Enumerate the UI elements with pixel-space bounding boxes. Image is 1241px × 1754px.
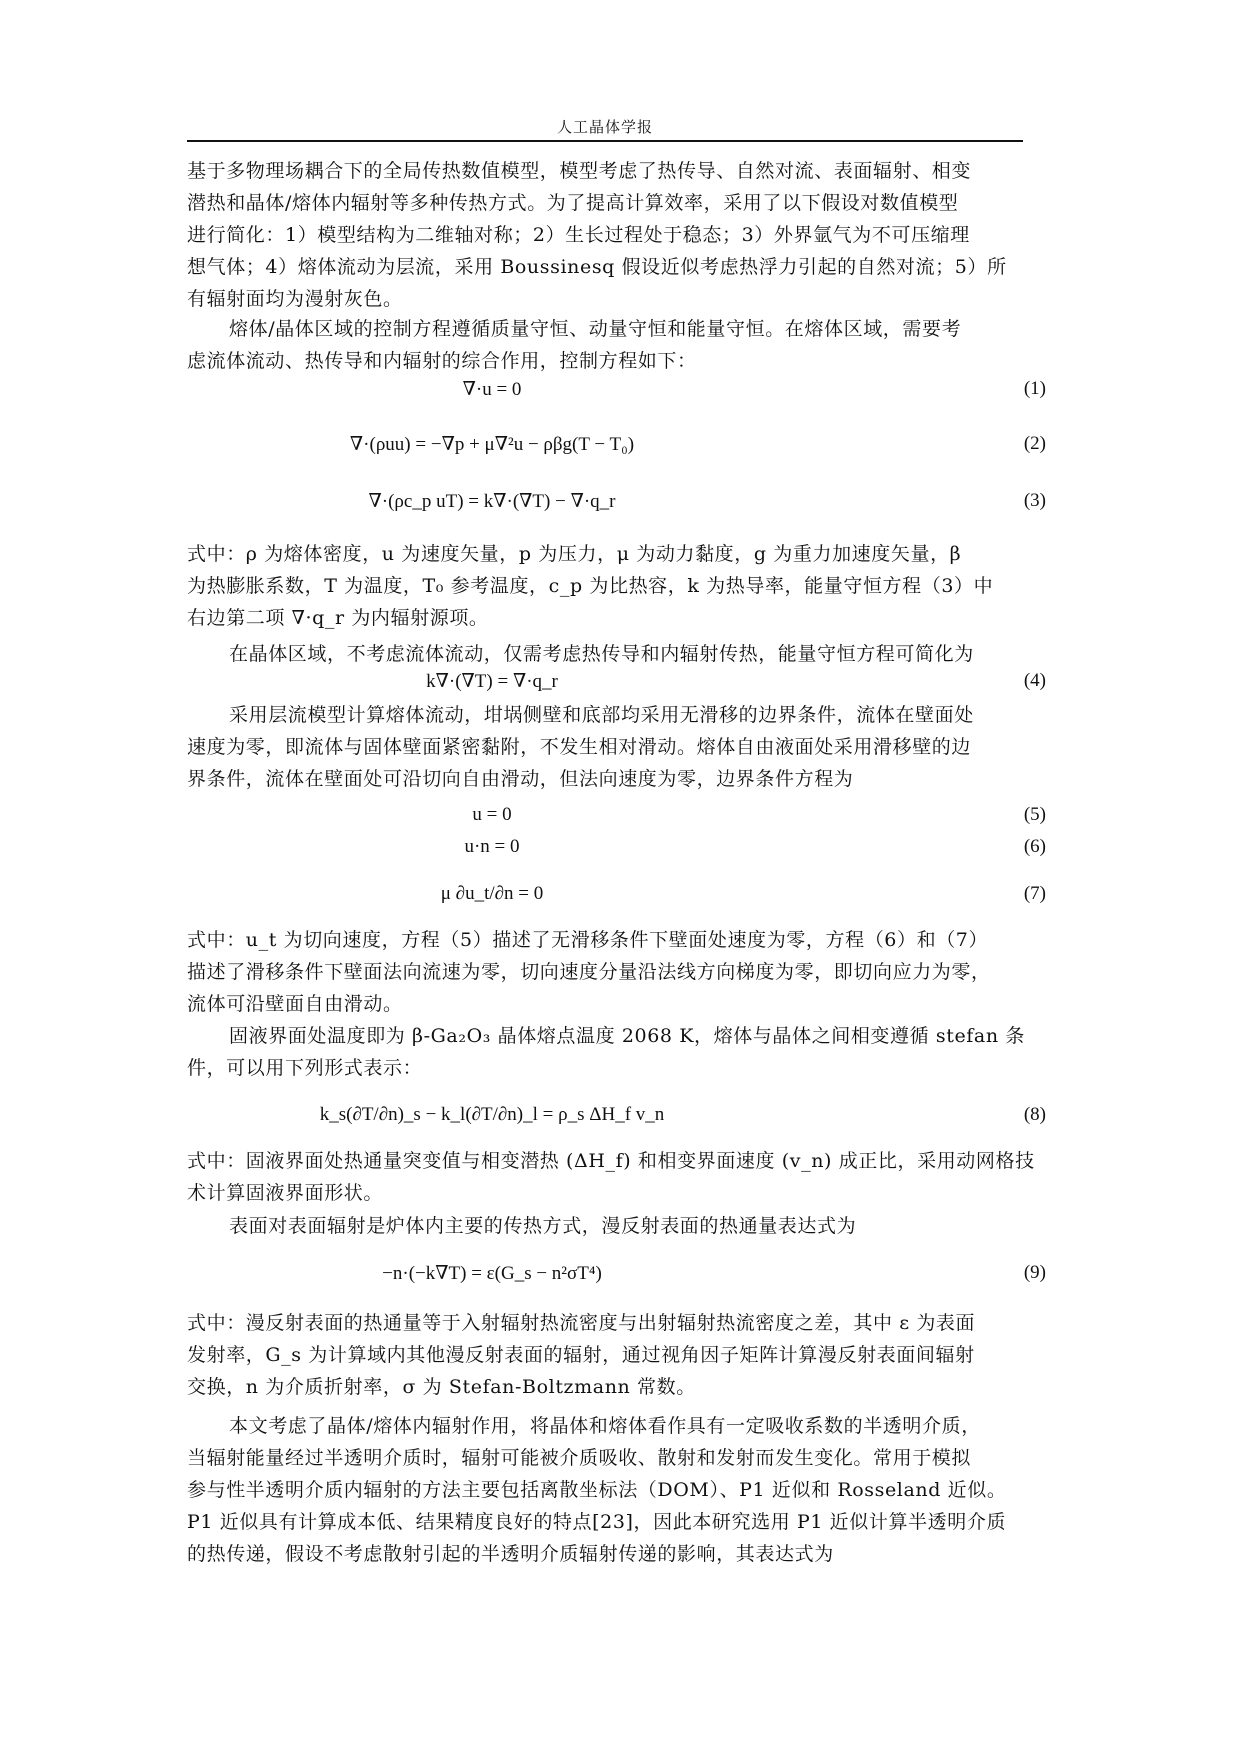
header-rule [187,140,1023,142]
paragraph-radiation-symbols: 式中：漫反射表面的热通量等于入射辐射热流密度与出射辐射热流密度之差，其中 ε 为表面 发射率，G_s 为计算域内其他漫反射表面的辐射，通过视角因子矩阵计算漫反射表面间辐射 交换，n 为介质折射率，σ 为 Stefan-Boltzmann 常数。 [187,1312,976,1398]
equation-3: ∇·(ρc_p uT) = k∇·(∇T) − ∇·q_r [368,491,616,512]
paragraph-interface-flux: 式中：固液界面处热通量突变值与相变潜热 (ΔH_f) 和相变界面速度 (v_n) 成正比，采用动网格技 术计算固液界面形状。 [187,1150,1035,1204]
equation-7-number: (7) [1023,883,1046,904]
paragraph-surface-radiation: 表面对表面辐射是炉体内主要的传热方式，漫反射表面的热通量表达式为 [229,1215,857,1237]
paragraph-symbol-definitions: 式中：ρ 为熔体密度，u 为速度矢量，p 为压力，μ 为动力黏度，g 为重力加速度矢量，β 为热膨胀系数，T 为温度，T₀ 参考温度，c_p 为比热容，k 为热导率，能量守恒方程（3）中 右边第二项 ∇·q_r 为内辐射源项。 [187,543,994,629]
equation-1: ∇·u = 0 [462,379,522,400]
paragraph-assumptions: 基于多物理场耦合下的全局传热数值模型，模型考虑了热传导、自然对流、表面辐射、相变 潜热和晶体/熔体内辐射等多种传热方式。为了提高计算效率，采用了以下假设对数值模型 进行简化：1）模型结构为二维轴对称；2）生长过程处于稳态；3）外界氩气为不可压缩理 想气体；4）熔体流动为层流，采用 Boussinesq 假设近似考虑热浮力引起的自然对流；5）所 有辐射面均为漫射灰色。 [187,160,1007,310]
equation-6: u·n = 0 [464,836,520,857]
equation-9-number: (9) [1023,1262,1046,1283]
equation-3-number: (3) [1023,490,1046,511]
equation-9: −n·(−k∇T) = ε(G_s − n²σT⁴) [382,1263,602,1284]
equation-4-number: (4) [1023,670,1046,691]
paragraph-crystal-region: 在晶体区域，不考虑流体流动，仅需考虑热传导和内辐射传热，能量守恒方程可简化为 [229,643,974,665]
paragraph-governing-equations: 熔体/晶体区域的控制方程遵循质量守恒、动量守恒和能量守恒。在熔体区域，需要考 虑流体流动、热传导和内辐射的综合作用，控制方程如下： [187,318,962,372]
equation-5-number: (5) [1023,804,1046,825]
paragraph-boundary-conditions: 采用层流模型计算熔体流动，坩埚侧壁和底部均采用无滑移的边界条件，流体在壁面处 速度为零，即流体与固体壁面紧密黏附，不发生相对滑动。熔体自由液面处采用滑移壁的边 界条件，流体在壁面处可沿切向自由滑动，但法向速度为零，边界条件方程为 [187,704,974,790]
equation-5: u = 0 [472,804,512,825]
journal-header: 人工晶体学报 [556,118,653,136]
equation-6-number: (6) [1023,836,1046,857]
paragraph-internal-radiation: 本文考虑了晶体/熔体内辐射作用，将晶体和熔体看作具有一定吸收系数的半透明介质， 当辐射能量经过半透明介质时，辐射可能被介质吸收、散射和发射而发生变化。常用于模拟 参与性半透明介质内辐射的方法主要包括离散坐标法（DOM）、P1 近似和 Rosseland 近似。 P1 近似具有计算成本低、结果精度良好的特点[23]，因此本研究选用 P1 近似计算半透明介质 的热传递，假设不考虑散射引起的半透明介质辐射传递的影响，其表达式为 [187,1415,1007,1565]
paragraph-tangential-velocity: 式中：u_t 为切向速度，方程（5）描述了无滑移条件下壁面处速度为零，方程（6）和（7） 描述了滑移条件下壁面法向流速为零，切向速度分量沿法线方向梯度为零，即切向应力为零， 流体可沿壁面自由滑动。 [187,929,991,1015]
equation-4: k∇·(∇T) = ∇·q_r [426,671,558,692]
equation-8-number: (8) [1023,1104,1046,1125]
paragraph-stefan-condition: 固液界面处温度即为 β-Ga₂O₃ 晶体熔点温度 2068 K，熔体与晶体之间相变遵循 stefan 条 件，可以用下列形式表示： [187,1025,1025,1079]
equation-1-number: (1) [1023,378,1046,399]
equation-2: ∇·(ρuu) = −∇p + μ∇²u − ρβg(T − T₀) [349,434,635,455]
equation-2-number: (2) [1023,433,1046,454]
equation-8: k_s(∂T/∂n)_s − k_l(∂T/∂n)_l = ρ_s ΔH_f v_n [319,1104,665,1125]
equation-7: μ ∂u_t/∂n = 0 [440,883,544,904]
